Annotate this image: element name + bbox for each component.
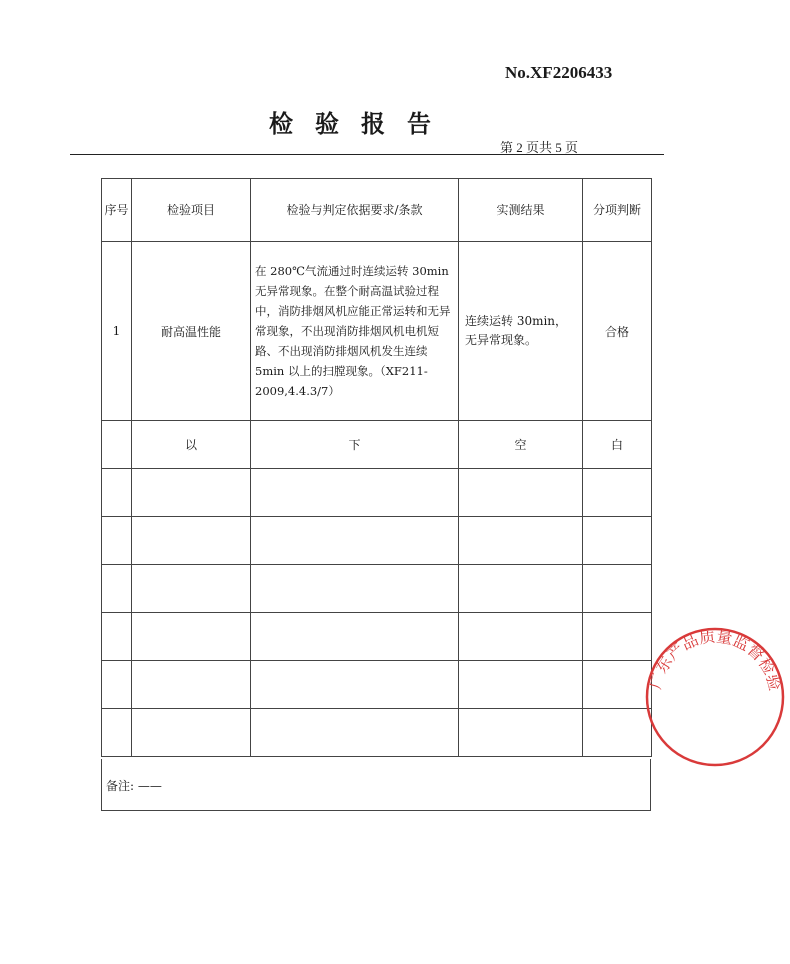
table-header-row xyxy=(102,179,652,242)
empty-row xyxy=(102,613,652,661)
header-judgement-label: 分项判断 xyxy=(592,202,641,217)
empty-row xyxy=(102,709,652,757)
empty-row xyxy=(102,661,652,709)
seal-text: 广东产品质量监督检验 xyxy=(645,626,785,693)
row-requirement: 在 280℃气流通过时连续运转 30min 无异常现象。在整个耐高温试验过程中，消防排烟风机应能正常运转和无异常现象，不出现消防排烟风机电机短路、不出现消防排烟风机发生连续 5min 以上的扫膛现象。（XF211-2009,4.4.3/7） xyxy=(251,242,459,421)
header-judgement xyxy=(583,179,652,242)
header-requirement: 检验与判定依据要求/条款 xyxy=(251,179,459,242)
empty-row xyxy=(102,517,652,565)
remarks-field: 备注: —— xyxy=(101,759,651,811)
fill-cell-empty xyxy=(102,421,132,469)
row-item: 耐高温性能 xyxy=(132,242,251,421)
table-row xyxy=(102,242,652,421)
fill-cell-4: 白 xyxy=(583,421,652,469)
header-seq-label: 序号 xyxy=(104,202,129,217)
empty-row xyxy=(102,565,652,613)
inspection-table xyxy=(101,178,652,757)
header-divider xyxy=(70,154,664,155)
header-seq xyxy=(102,179,132,242)
row-result: 连续运转 30min，无异常现象。 xyxy=(459,242,583,421)
row-judgement: 合格 xyxy=(583,242,652,421)
fill-cell-3: 空 xyxy=(459,421,583,469)
page-indicator: 第 2 页共 5 页 xyxy=(500,140,579,155)
header-result: 实测结果 xyxy=(459,179,583,242)
empty-row xyxy=(102,469,652,517)
header-item: 检验项目 xyxy=(132,179,251,242)
fill-cell-2: 下 xyxy=(251,421,459,469)
official-seal xyxy=(640,622,790,772)
fill-row xyxy=(102,421,652,469)
report-number: No.XF2206433 xyxy=(505,63,613,82)
report-title: 检验报告 xyxy=(269,109,453,138)
row-seq: 1 xyxy=(102,242,132,421)
fill-cell-1: 以 xyxy=(132,421,251,469)
